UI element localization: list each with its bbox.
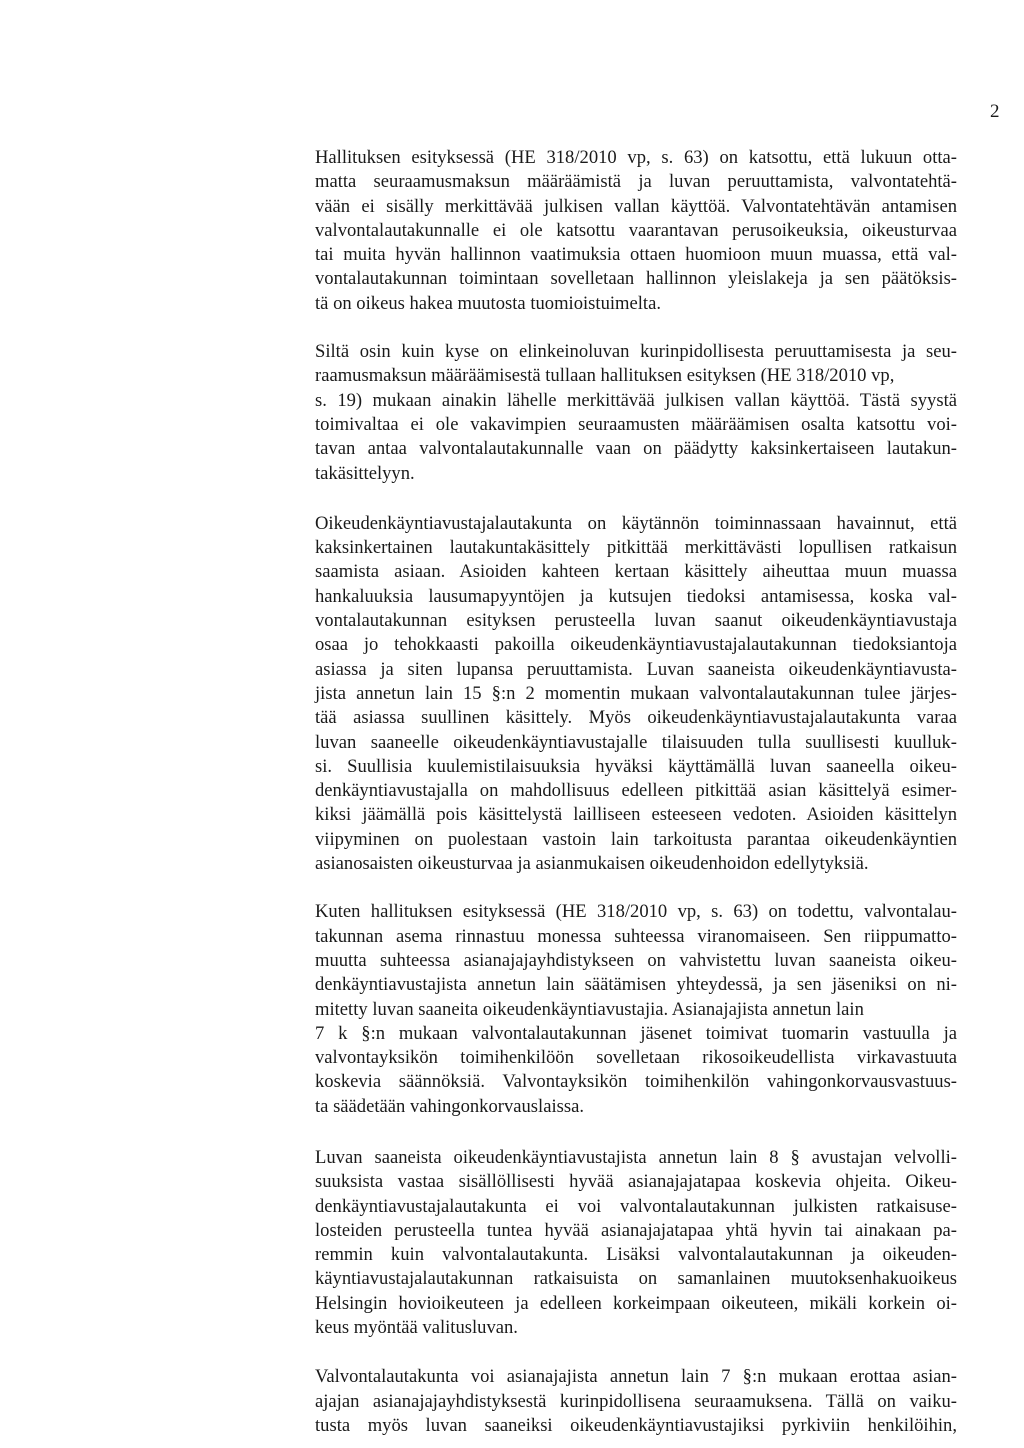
text-line: Luvan saaneista oikeudenkäyntiavustajista annetun lain 8 § avustajan velvolli- (315, 1146, 957, 1168)
text-line: Valvontalautakunta voi asianajajista annetun lain 7 §:n mukaan erottaa asian- (315, 1366, 957, 1388)
text-line: tavan antaa valvontalautakunnalle vaan on päädytty kaksinkertaiseen lautakun- (315, 438, 957, 460)
text-line: denkäyntiavustajista annetun lain säätämisen yhteydessä, ja sen jäseniksi on ni- (315, 974, 957, 996)
paragraph (315, 146, 957, 316)
text-line: denkäyntiavustajalautakunta ei voi valvontalautakunnan julkisten ratkaisuse- (315, 1195, 957, 1217)
text-line: remmin kuin valvontalautakunta. Lisäksi valvontalautakunnan ja oikeuden- (315, 1244, 957, 1266)
text-line: koskevia säännöksiä. Valvontayksikön toimihenkilön vahingonkorvausvastuus- (315, 1071, 957, 1093)
text-line: raamusmaksun määräämisestä tullaan hallituksen esityksen (HE 318/2010 vp, (315, 365, 895, 387)
text-line: saamista asiaan. Asioiden kahteen kertaan käsittely aiheuttaa muun muassa (315, 561, 957, 583)
text-line: osaa jo tehokkaasti pakoilla oikeudenkäyntiavustajalautakunnan tiedoksiantoja (315, 634, 957, 656)
text-line: kaksinkertainen lautakuntakäsittely pitkittää merkittävästi lopullisen ratkaisun (315, 537, 957, 559)
text-line: Siltä osin kuin kyse on elinkeinoluvan kurinpidollisesta peruuttamisesta ja seu- (315, 341, 957, 363)
text-line: viipyminen on puolestaan vastoin lain tarkoitusta parantaa oikeudenkäyntien (315, 828, 957, 850)
text-line: ta säädetään vahingonkorvauslaissa. (315, 1095, 585, 1117)
text-line: mitetty luvan saaneita oikeudenkäyntiavustajia. Asianajajista annetun lain (315, 998, 864, 1020)
text-line: s. 19) mukaan ainakin lähelle merkittävää julkisen vallan käyttöä. Tästä syystä (315, 389, 957, 411)
text-line: jista annetun lain 15 §:n 2 momentin mukaan valvontalautakunnan tulee järjes- (315, 682, 957, 704)
text-line: keus myöntää valitusluvan. (315, 1317, 518, 1339)
text-line: vään ei sisälly merkittävää julkisen vallan käyttöä. Valvontatehtävän antamisen (315, 195, 957, 217)
document-body (315, 146, 957, 1438)
page-number: 2 (990, 101, 1000, 122)
text-line: käyntiavustajalautakunnan ratkaisuista on samanlainen muutoksenhakuoikeus (315, 1268, 957, 1290)
text-line: tai muita hyvän hallinnon vaatimuksia ottaen huomioon muun muassa, että val- (315, 244, 957, 266)
text-line: asiassa ja siten lupansa peruuttamista. Luvan saaneista oikeudenkäyntiavusta- (315, 658, 957, 680)
text-line: suuksista vastaa sisällöllisesti hyvää asianajajatapaa koskevia ohjeita. Oikeu- (315, 1171, 957, 1193)
text-line: tusta myös luvan saaneiksi oikeudenkäyntiavustajiksi pyrkiviin henkilöihin, (315, 1414, 957, 1436)
text-line: vontalautakunnan esityksen perusteella luvan saanut oikeudenkäyntiavustaja (315, 610, 957, 632)
paragraph (315, 1146, 957, 1340)
text-line: Kuten hallituksen esityksessä (HE 318/2010 vp, s. 63) on todettu, valvontalau- (315, 901, 957, 923)
text-line: valvontalautakunnalle ei ole katsottu vaarantavan perusoikeuksia, oikeusturvaa (315, 219, 957, 241)
text-line: asianosaisten oikeusturvaa ja asianmukaisen oikeudenhoidon edellytyksiä. (315, 853, 869, 875)
text-line: matta seuraamusmaksun määräämistä ja luvan peruuttamista, valvontatehtä- (315, 171, 957, 193)
text-line: takäsittelyyn. (315, 462, 415, 484)
text-line: Oikeudenkäyntiavustajalautakunta on käytännön toiminnassaan havainnut, että (315, 512, 957, 534)
text-line: valvontayksikön toimihenkilöön sovelletaan rikosoikeudellista virkavastuuta (315, 1047, 957, 1069)
text-line: ajajan asianajajayhdistyksestä kurinpidollisena seuraamuksena. Tällä on vaiku- (315, 1390, 957, 1412)
text-line: kiksi jäämällä pois käsittelystä lailliseen esteeseen vedoten. Asioiden käsittelyn (315, 804, 957, 826)
text-line: luvan saaneelle oikeudenkäyntiavustajalle tilaisuuden tulla suullisesti kuulluk- (315, 731, 957, 753)
text-line: losteiden perusteella tuntea hyvää asianajajatapaa yhtä hyvin tai ainakaan pa- (315, 1219, 957, 1241)
text-line: vontalautakunnan toimintaan sovelletaan hallinnon yleislakeja ja sen päätöksis- (315, 268, 957, 290)
paragraph (315, 900, 957, 1119)
text-line: takunnan asema rinnastuu monessa suhteessa viranomaiseen. Sen riippumatto- (315, 925, 957, 947)
paragraph (315, 340, 957, 486)
text-line: tä on oikeus hakea muutosta tuomioistuimelta. (315, 292, 661, 314)
paragraph (315, 1365, 957, 1438)
text-line: Helsingin hovioikeuteen ja edelleen korkeimpaan oikeuteen, mikäli korkein oi- (315, 1292, 957, 1314)
text-line: 7 k §:n mukaan valvontalautakunnan jäsenet toimivat tuomarin vastuulla ja (315, 1022, 957, 1044)
paragraph (315, 512, 957, 876)
text-line: muutta suhteessa asianajajayhdistykseen on vahvistettu luvan saaneista oikeu- (315, 949, 957, 971)
text-line: si. Suullisia kuulemistilaisuuksia hyväksi käyttämällä luvan saaneella oikeu- (315, 755, 957, 777)
text-line: toimivaltaa ei ole vakavimpien seuraamusten määräämisen osalta katsottu voi- (315, 413, 957, 435)
text-line: hankaluuksia lausumapyyntöjen ja kutsujen tiedoksi antamisessa, koska val- (315, 585, 957, 607)
text-line: Hallituksen esityksessä (HE 318/2010 vp, s. 63) on katsottu, että lukuun otta- (315, 147, 957, 168)
text-line: denkäyntiavustajalla on mahdollisuus edelleen pitkittää asian käsittelyä esimer- (315, 780, 957, 802)
text-line: tää asiassa suullinen käsittely. Myös oikeudenkäyntiavustajalautakunta varaa (315, 707, 957, 729)
